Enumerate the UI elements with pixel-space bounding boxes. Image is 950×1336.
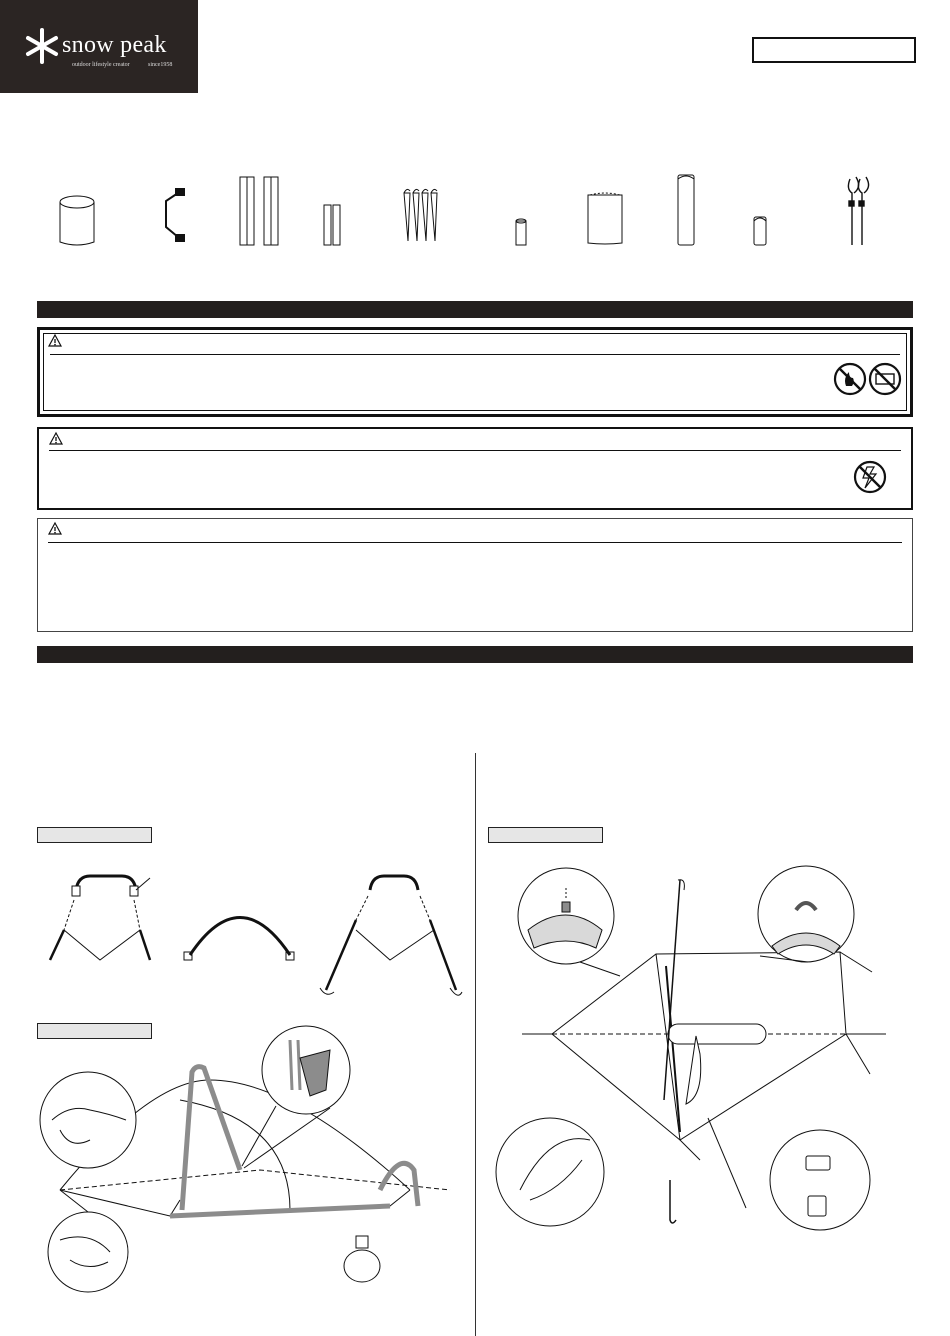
warning-box-rule — [49, 450, 901, 451]
warning-box — [37, 427, 913, 510]
storage-bag-icon — [588, 193, 622, 244]
tent-body-roll-icon — [60, 196, 94, 245]
pegs-icon — [404, 189, 437, 241]
tent-layout-diagram — [490, 860, 930, 1320]
section-band-setup — [37, 646, 913, 663]
peg-case-icon — [754, 217, 766, 245]
repair-pipe-icon — [516, 219, 526, 245]
pole-assembly-diagram — [30, 860, 470, 1010]
no-lightning-icon — [853, 460, 889, 496]
step-label-3 — [488, 827, 603, 843]
tent-pitch-diagram — [30, 1040, 470, 1300]
model-number-box — [752, 37, 916, 63]
long-poles-icon — [240, 177, 278, 245]
brand-since: since1958 — [148, 62, 173, 68]
prohibition-icons — [833, 362, 903, 396]
guy-ropes-icon — [848, 177, 868, 245]
pole-case-icon — [678, 175, 694, 245]
snowflake-icon — [22, 26, 62, 66]
warning-triangle-icon — [48, 522, 62, 535]
caution-box-rule — [48, 542, 902, 543]
warning-triangle-icon — [49, 432, 63, 445]
brand-tagline: outdoor lifestyle creator — [72, 62, 130, 68]
step-label-2 — [37, 1023, 152, 1039]
no-heater-icon — [870, 364, 900, 394]
danger-box-inner — [43, 333, 907, 411]
caution-box — [37, 518, 913, 632]
step-label-1 — [37, 827, 152, 843]
no-fire-icon — [835, 364, 865, 394]
brand-logo — [0, 0, 198, 93]
brand-name: snow peak — [62, 32, 167, 58]
danger-box — [37, 327, 913, 417]
warning-triangle-icon — [48, 334, 62, 347]
ridge-pole-icon — [166, 189, 184, 241]
section-band-warnings — [37, 301, 913, 318]
short-poles-icon — [324, 205, 340, 245]
danger-box-rule — [50, 354, 900, 355]
column-divider — [475, 753, 476, 1336]
components-row — [0, 165, 950, 255]
